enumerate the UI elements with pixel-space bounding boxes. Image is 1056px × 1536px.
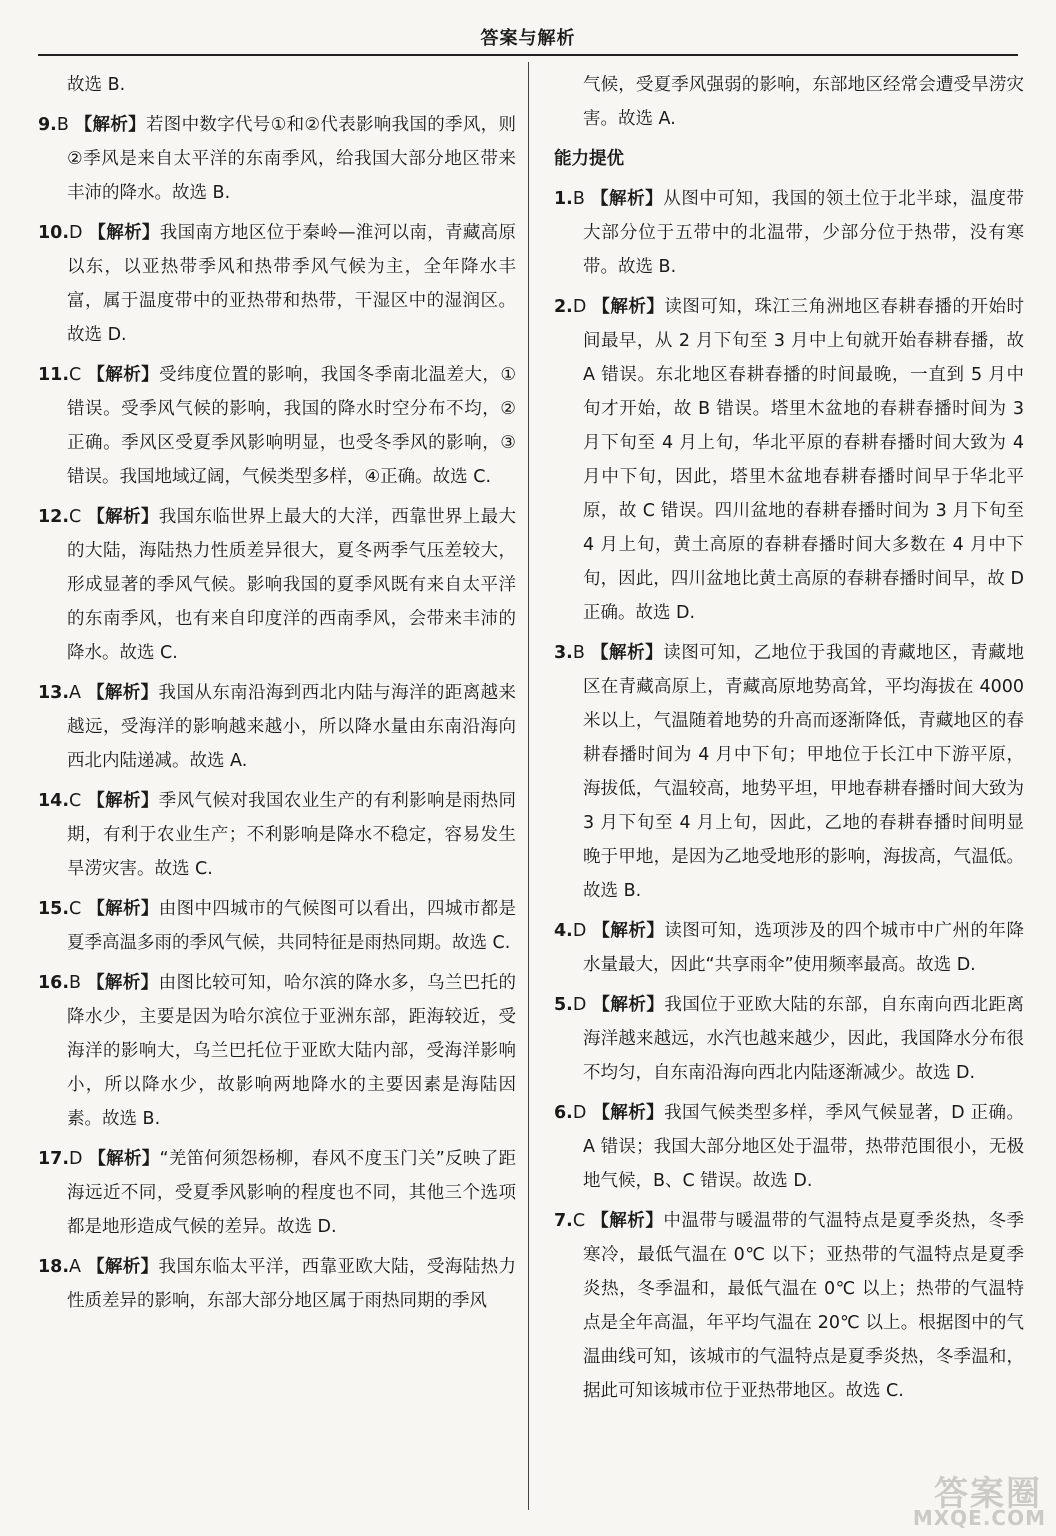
watermark-url-text: MXQE.COM bbox=[912, 1506, 1046, 1530]
answer-item-r5: 5.D 【解析】我国位于亚欧大陆的东部，自东南向西北距离海洋越来越远，水汽也越来越少，因此，我国降水分布很不均匀，自东南沿海向西北内陆逐渐减少。故选 D. bbox=[554, 995, 1025, 1083]
answer-item-18: 18.A 【解析】我国东临太平洋，西靠亚欧大陆，受海陆热力性质差异的影响，东部大部分地区属于雨热同期的季风 bbox=[38, 1257, 517, 1311]
answer-item-r7: 7.C 【解析】中温带与暖温带的气温特点是夏季炎热，冬季寒冷，最低气温在 0℃ 以下；亚热带的气温特点是夏季炎热，冬季温和，最低气温在 0℃ 以上；热带的气温特点是全年高温，年平均气温在 20℃ 以上。根据图中的气温曲线可知，该城市的气温特点是夏季炎热，冬季温和，据此可知该城市位于亚热带地区。故选 C. bbox=[554, 1211, 1024, 1401]
answer-item-r3: 3.B 【解析】读图可知，乙地位于我国的青藏地区，青藏地区在青藏高原上，青藏高原地势高耸，平均海拔在 4000 米以上，气温随着地势的升高而逐渐降低，青藏地区的春耕春播时间为 4 月中下旬；甲地位于长江中下游平原，海拔低，气温较高，地势平坦，甲地春耕春播时间大致为 3 月下旬至 4 月上旬，因此，乙地的春耕春播时间明显晚于甲地，是因为乙地受地形的影响，海拔高，气温低。故选 B. bbox=[554, 643, 1024, 901]
left-continuation: 故选 B. bbox=[67, 75, 126, 95]
answer-item-15: 15.C 【解析】由图中四城市的气候图可以看出，四城市都是夏季高温多雨的季风气候，共同特征是雨热同期。故选 C. bbox=[38, 899, 516, 953]
right-continuation: 气候，受夏季风强弱的影响，东部地区经常会遭受旱涝灾害。故选 A. bbox=[583, 75, 1024, 129]
answer-item-17: 17.D 【解析】“羌笛何须怨杨柳，春风不度玉门关”反映了距海远近不同，受夏季风影响的程度也不同，其他三个选项都是地形造成气候的差异。故选 D. bbox=[38, 1149, 516, 1237]
answer-item-r4: 4.D 【解析】读图可知，选项涉及的四个城市中广州的年降水量最大，因此“共享雨伞”使用频率最高。故选 D. bbox=[554, 921, 1025, 975]
header-title: 答案与解析 bbox=[480, 28, 576, 49]
answer-item-r2: 2.D 【解析】读图可知，珠江三角洲地区春耕春播的开始时间最早，从 2 月下旬至 3 月中上旬就开始春耕春播，故 A 错误。东北地区春耕春播的时间最晚，一直到 5 月中旬才开始，故 B 错误。塔里木盆地的春耕春播时间为 3 月下旬至 4 月上旬，华北平原的春耕春播时间大致为 4 月中下旬，因此，塔里木盆地春耕春播时间早于华北平原，故 C 错误。四川盆地的春耕春播时间为 3 月下旬至 4 月上旬，黄土高原的春耕春播时间大多数在 4 月中下旬，因此，四川盆地比黄土高原的春耕春播时间早，故 D 正确。故选 D. bbox=[554, 297, 1025, 623]
answer-item-10: 10.D 【解析】我国南方地区位于秦岭—淮河以南，青藏高原以东，以亚热带季风和热带季风气候为主，全年降水丰富，属于温度带中的亚热带和热带，干湿区中的湿润区。故选 D. bbox=[38, 223, 517, 345]
section-heading: 能力提优 bbox=[554, 149, 624, 169]
answer-item-9: 9.B 【解析】若图中数字代号①和②代表影响我国的季风，则②季风是来自太平洋的东南季风，给我国大部分地区带来丰沛的降水。故选 B. bbox=[38, 115, 516, 203]
answer-item-16: 16.B 【解析】由图比较可知，哈尔滨的降水多，乌兰巴托的降水少，主要是因为哈尔滨位于亚洲东部，距海较近，受海洋的影响大，乌兰巴托位于亚欧大陆内部，受海洋影响小，所以降水少，故影响两地降水的主要因素是海陆因素。故选 B. bbox=[38, 973, 517, 1129]
answer-item-13: 13.A 【解析】我国从东南沿海到西北内陆与海洋的距离越来越远，受海洋的影响越来越小，所以降水量由东南沿海向西北内陆递减。故选 A. bbox=[38, 683, 517, 771]
answer-item-r6: 6.D 【解析】我国气候类型多样，季风气候显著，D 正确。A 错误；我国大部分地区处于温带，热带范围很小，无极地气候，B、C 错误。故选 D. bbox=[554, 1103, 1024, 1191]
answer-item-11: 11.C 【解析】受纬度位置的影响，我国冬季南北温差大，①错误。受季风气候的影响，我国的降水时空分布不均，②正确。季风区受夏季风影响明显，也受冬季风的影响，③错误。我国地域辽阔，气候类型多样，④正确。故选 C. bbox=[38, 365, 517, 487]
column-divider bbox=[528, 62, 529, 1510]
watermark-logo bbox=[902, 1466, 1050, 1530]
left-column bbox=[38, 68, 516, 1324]
right-column bbox=[554, 68, 1024, 1414]
answer-item-12: 12.C 【解析】我国东临世界上最大的大洋，西靠世界上最大的大陆，海陆热力性质差异很大，夏冬两季气压差较大，形成显著的季风气候。影响我国的夏季风既有来自太平洋的东南季风，也有来自印度洋的西南季风，会带来丰沛的降水。故选 C. bbox=[38, 507, 516, 663]
watermark-top-text: 答案圈 bbox=[934, 1474, 1042, 1514]
answer-item-r1: 1.B 【解析】从图中可知，我国的领土位于北半球，温度带大部分位于五带中的北温带，少部分位于热带，没有寒带。故选 B. bbox=[554, 189, 1024, 277]
page-header bbox=[38, 26, 1018, 56]
answer-item-14: 14.C 【解析】季风气候对我国农业生产的有利影响是雨热同期，有利于农业生产；不利影响是降水不稳定，容易发生旱涝灾害。故选 C. bbox=[38, 791, 516, 879]
